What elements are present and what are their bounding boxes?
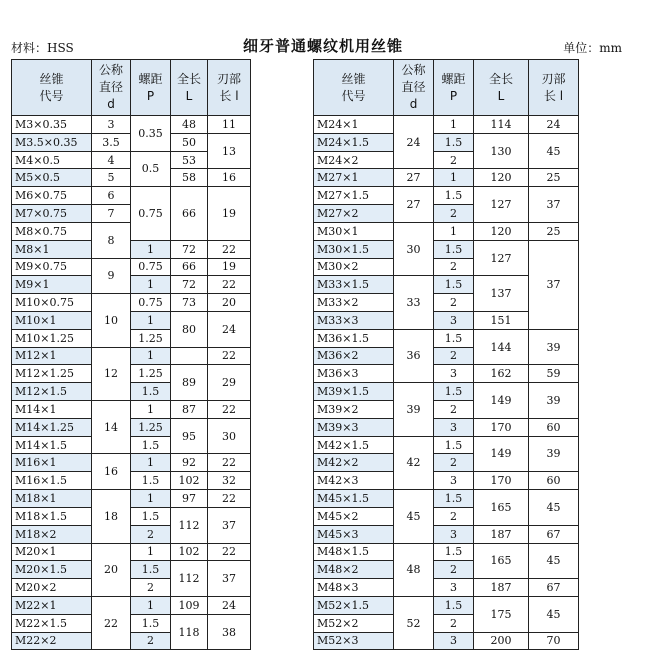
pitch-cell: 2 [434,401,474,419]
tap-code-cell: M14×1 [12,401,92,419]
total-length-cell: 66 [171,187,208,240]
nominal-diameter-cell: 18 [92,490,131,543]
nominal-diameter-cell: 20 [92,543,131,596]
edge-length-cell: 38 [208,614,251,650]
pitch-cell: 2 [434,205,474,223]
table-row [12,401,251,419]
table-row [12,347,251,365]
nominal-diameter-cell: 10 [92,294,131,347]
nominal-diameter-cell: 42 [394,436,434,489]
tap-code-cell: M22×2 [12,632,92,650]
tap-code-cell: M36×2 [314,347,394,365]
table-row [12,187,251,205]
pitch-cell: 1.25 [131,329,171,347]
pitch-cell: 1.5 [434,276,474,294]
pitch-cell: 1 [434,222,474,240]
edge-length-cell: 25 [529,222,579,240]
edge-length-cell: 37 [529,240,579,329]
tap-code-cell: M36×1.5 [314,329,394,347]
table-row [12,454,251,472]
total-length-cell: 162 [474,365,529,383]
tap-code-cell: M27×1 [314,169,394,187]
tap-code-cell: M27×2 [314,205,394,223]
column-header-line: 刃部 [541,71,566,86]
unit-label: 单位：mm [563,41,622,55]
nominal-diameter-cell: 36 [394,329,434,382]
edge-length-cell: 39 [529,329,579,365]
pitch-cell: 1.25 [131,418,171,436]
pitch-cell: 1.5 [434,187,474,205]
column-header-edge-length [529,60,579,116]
table-row [12,365,251,383]
tap-code-cell: M3×0.35 [12,116,92,134]
tap-code-cell: M33×3 [314,311,394,329]
table-row [12,240,251,258]
tap-code-cell: M52×3 [314,632,394,650]
pitch-cell: 1 [434,116,474,134]
pitch-cell: 1.5 [434,436,474,454]
edge-length-cell: 70 [529,632,579,650]
edge-length-cell: 22 [208,454,251,472]
tap-code-cell: M48×2 [314,561,394,579]
pitch-cell: 1 [131,596,171,614]
edge-length-cell: 45 [529,543,579,579]
tap-code-cell: M3.5×0.35 [12,133,92,151]
pitch-cell: 1.5 [131,436,171,454]
total-length-cell: 102 [171,472,208,490]
pitch-cell: 1.5 [434,543,474,561]
nominal-diameter-cell: 16 [92,454,131,490]
pitch-cell: 1 [131,311,171,329]
column-header-nominal-diameter [92,60,131,116]
total-length-cell: 72 [171,240,208,258]
nominal-diameter-cell: 52 [394,596,434,649]
column-header-line: P [449,88,458,103]
tap-code-cell: M10×1.25 [12,329,92,347]
column-header-line: 公称 [401,63,426,77]
table-row [314,543,579,561]
table-row [314,418,579,436]
tap-code-cell: M9×0.75 [12,258,92,276]
pitch-cell: 1 [131,276,171,294]
tap-code-cell: M5×0.5 [12,169,92,187]
table-row [314,436,579,454]
edge-length-cell: 37 [529,187,579,223]
total-length-cell: 175 [474,596,529,632]
tap-code-cell: M22×1.5 [12,614,92,632]
column-header-line: 全长 [176,71,201,86]
total-length-cell: 165 [474,543,529,579]
tap-code-cell: M24×1 [314,116,394,134]
nominal-diameter-cell: 22 [92,596,131,649]
pitch-cell: 2 [434,561,474,579]
pitch-cell: 2 [434,454,474,472]
tap-code-cell: M42×1.5 [314,436,394,454]
total-length-cell: 149 [474,436,529,472]
column-header-line: d [409,97,418,111]
page-title: 细牙普通螺纹机用丝锥 [242,37,403,55]
total-length-cell: 144 [474,329,529,365]
tap-code-cell: M27×1.5 [314,187,394,205]
pitch-cell: 2 [434,507,474,525]
pitch-cell: 1.5 [131,472,171,490]
table-row [314,240,579,258]
table-row [12,294,251,312]
table-row [314,116,579,134]
column-header-line: L [185,88,193,103]
pitch-cell: 2 [131,579,171,597]
nominal-diameter-cell: 30 [394,222,434,275]
header-row [314,60,579,116]
pitch-cell: 2 [131,525,171,543]
nominal-diameter-cell: 27 [394,169,434,187]
pitch-cell: 1.5 [434,383,474,401]
pitch-cell: 3 [434,579,474,597]
edge-length-cell: 22 [208,347,251,365]
edge-length-cell: 45 [529,490,579,526]
pitch-cell: 3 [434,311,474,329]
table-row [314,133,579,151]
column-header-line: 直径 [98,80,123,94]
total-length-cell: 58 [171,169,208,187]
tap-code-cell: M30×2 [314,258,394,276]
tap-code-cell: M8×0.75 [12,222,92,240]
table-row [12,472,251,490]
total-length-cell: 120 [474,222,529,240]
pitch-cell: 1 [131,401,171,419]
tap-code-cell: M20×2 [12,579,92,597]
column-header-line: 长 l [543,88,564,103]
total-length-cell: 48 [171,116,208,134]
total-length-cell: 66 [171,258,208,276]
total-length-cell: 187 [474,579,529,597]
total-length-cell: 73 [171,294,208,312]
pitch-cell: 1 [131,240,171,258]
table-row [314,632,579,650]
tap-code-cell: M12×1 [12,347,92,365]
tap-code-cell: M7×0.75 [12,205,92,223]
tap-code-cell: M39×1.5 [314,383,394,401]
table-row [314,329,579,347]
table-row [314,187,579,205]
table-row [314,596,579,614]
column-header-line: 丝锥 [341,71,366,86]
tap-code-cell: M33×1.5 [314,276,394,294]
tap-code-cell: M39×3 [314,418,394,436]
nominal-diameter-cell: 9 [92,258,131,294]
nominal-diameter-cell: 24 [394,116,434,169]
table-row [12,116,251,134]
edge-length-cell: 60 [529,472,579,490]
total-length-cell: 118 [171,614,208,650]
column-header-total-length [474,60,529,116]
nominal-diameter-cell: 3.5 [92,133,131,151]
edge-length-cell: 22 [208,240,251,258]
tap-code-cell: M18×2 [12,525,92,543]
pitch-cell: 2 [131,632,171,650]
column-header-line: d [107,97,115,111]
total-length-cell: 127 [474,187,529,223]
tap-code-cell: M52×2 [314,614,394,632]
pitch-cell: 1.5 [434,329,474,347]
tap-code-cell: M33×2 [314,294,394,312]
pitch-cell: 1 [131,347,171,365]
edge-length-cell: 30 [208,418,251,454]
column-header-line: 长 l [219,88,239,103]
column-header-tap-code [12,60,92,116]
column-header-line: 螺距 [441,71,466,86]
header-row [12,60,251,116]
pitch-cell: 1.5 [434,133,474,151]
nominal-diameter-cell: 45 [394,490,434,543]
right-spec-table [313,59,579,650]
table-row [12,490,251,508]
edge-length-cell: 60 [529,418,579,436]
nominal-diameter-cell: 4 [92,151,131,169]
edge-length-cell: 22 [208,543,251,561]
column-header-nominal-diameter [394,60,434,116]
total-length-cell: 165 [474,490,529,526]
tap-code-cell: M14×1.25 [12,418,92,436]
tap-code-cell: M24×2 [314,151,394,169]
tap-code-cell: M45×2 [314,507,394,525]
nominal-diameter-cell: 5 [92,169,131,187]
left-spec-table [11,59,251,650]
pitch-cell: 1.5 [131,383,171,401]
tap-code-cell: M10×0.75 [12,294,92,312]
tap-code-cell: M14×1.5 [12,436,92,454]
edge-length-cell: 19 [208,258,251,276]
table-row [12,614,251,632]
edge-length-cell: 37 [208,507,251,543]
edge-length-cell: 22 [208,490,251,508]
total-length-cell: 127 [474,240,529,276]
table-row [12,543,251,561]
tap-code-cell: M20×1 [12,543,92,561]
edge-length-cell: 67 [529,525,579,543]
total-length-cell: 97 [171,490,208,508]
tap-code-cell: M30×1 [314,222,394,240]
nominal-diameter-cell: 12 [92,347,131,400]
table-row [314,579,579,597]
total-length-cell: 187 [474,525,529,543]
edge-length-cell: 24 [208,596,251,614]
pitch-cell: 0.5 [131,151,171,187]
table-row [314,169,579,187]
total-length-cell [171,347,208,365]
total-length-cell: 170 [474,472,529,490]
tap-code-cell: M4×0.5 [12,151,92,169]
column-header-line: 直径 [401,80,426,94]
tap-code-cell: M39×2 [314,401,394,419]
edge-length-cell: 32 [208,472,251,490]
tap-code-cell: M20×1.5 [12,561,92,579]
tap-code-cell: M16×1.5 [12,472,92,490]
pitch-cell: 2 [434,614,474,632]
pitch-cell: 0.75 [131,258,171,276]
nominal-diameter-cell: 6 [92,187,131,205]
edge-length-cell: 45 [529,133,579,169]
column-header-line: 丝锥 [39,71,64,86]
column-header-total-length [171,60,208,116]
pitch-cell: 1.5 [131,561,171,579]
column-header-line: 刃部 [216,71,241,86]
total-length-cell: 112 [171,507,208,543]
total-length-cell: 72 [171,276,208,294]
total-length-cell: 89 [171,365,208,401]
pitch-cell: 1.5 [131,614,171,632]
total-length-cell: 50 [171,133,208,151]
pitch-cell: 0.35 [131,116,171,152]
total-length-cell: 149 [474,383,529,419]
tap-code-cell: M12×1.5 [12,383,92,401]
total-length-cell: 130 [474,133,529,169]
pitch-cell: 2 [434,294,474,312]
total-length-cell: 151 [474,311,529,329]
edge-length-cell: 39 [529,383,579,419]
total-length-cell: 114 [474,116,529,134]
column-header-edge-length [208,60,251,116]
edge-length-cell: 24 [208,311,251,347]
column-header-pitch [434,60,474,116]
total-length-cell: 80 [171,311,208,347]
table-row [314,490,579,508]
edge-length-cell: 29 [208,365,251,401]
edge-length-cell: 11 [208,116,251,134]
edge-length-cell: 16 [208,169,251,187]
tap-code-cell: M18×1 [12,490,92,508]
pitch-cell: 3 [434,472,474,490]
tap-code-cell: M45×3 [314,525,394,543]
table-row [314,383,579,401]
pitch-cell: 1.5 [434,490,474,508]
table-row [314,472,579,490]
edge-length-cell: 67 [529,579,579,597]
table-row [314,365,579,383]
pitch-cell: 0.75 [131,187,171,240]
tap-code-cell: M36×3 [314,365,394,383]
total-length-cell: 87 [171,401,208,419]
nominal-diameter-cell: 14 [92,401,131,454]
table-row [12,258,251,276]
pitch-cell: 1.25 [131,365,171,383]
edge-length-cell: 13 [208,133,251,169]
material-label: 材料：HSS [11,41,74,55]
table-row [12,311,251,329]
nominal-diameter-cell: 48 [394,543,434,596]
nominal-diameter-cell: 8 [92,222,131,258]
pitch-cell: 0.75 [131,294,171,312]
total-length-cell: 137 [474,276,529,312]
nominal-diameter-cell: 39 [394,383,434,436]
column-header-pitch [131,60,171,116]
edge-length-cell: 45 [529,596,579,632]
total-length-cell: 92 [171,454,208,472]
tap-code-cell: M12×1.25 [12,365,92,383]
edge-length-cell: 22 [208,276,251,294]
edge-length-cell: 20 [208,294,251,312]
pitch-cell: 2 [434,258,474,276]
table-row [12,596,251,614]
total-length-cell: 102 [171,543,208,561]
tap-code-cell: M24×1.5 [314,133,394,151]
tap-code-cell: M6×0.75 [12,187,92,205]
column-header-line: 公称 [98,63,123,77]
column-header-line: L [497,88,505,103]
total-length-cell: 120 [474,169,529,187]
pitch-cell: 1 [434,169,474,187]
pitch-cell: 1.5 [131,507,171,525]
pitch-cell: 3 [434,525,474,543]
pitch-cell: 1.5 [434,596,474,614]
total-length-cell: 109 [171,596,208,614]
edge-length-cell: 22 [208,401,251,419]
column-header-line: P [146,88,155,103]
edge-length-cell: 39 [529,436,579,472]
table-row [12,561,251,579]
total-length-cell: 112 [171,561,208,597]
tap-code-cell: M30×1.5 [314,240,394,258]
tap-code-cell: M10×1 [12,311,92,329]
column-header-tap-code [314,60,394,116]
nominal-diameter-cell: 3 [92,116,131,134]
edge-length-cell: 19 [208,187,251,240]
tap-code-cell: M48×1.5 [314,543,394,561]
table-row [314,222,579,240]
nominal-diameter-cell: 33 [394,276,434,329]
tap-code-cell: M18×1.5 [12,507,92,525]
column-header-line: 全长 [488,71,513,86]
table-row [314,525,579,543]
nominal-diameter-cell: 27 [394,187,434,223]
table-row [12,418,251,436]
column-header-line: 代号 [341,88,366,103]
total-length-cell: 95 [171,418,208,454]
pitch-cell: 1 [131,490,171,508]
column-header-line: 代号 [39,88,64,103]
edge-length-cell: 37 [208,561,251,597]
tap-code-cell: M52×1.5 [314,596,394,614]
tap-code-cell: M8×1 [12,240,92,258]
tap-code-cell: M9×1 [12,276,92,294]
edge-length-cell: 25 [529,169,579,187]
tap-code-cell: M45×1.5 [314,490,394,508]
tap-code-cell: M42×3 [314,472,394,490]
pitch-cell: 1.5 [434,240,474,258]
edge-length-cell: 59 [529,365,579,383]
nominal-diameter-cell: 7 [92,205,131,223]
pitch-cell: 3 [434,418,474,436]
pitch-cell: 1 [131,454,171,472]
tap-code-cell: M22×1 [12,596,92,614]
total-length-cell: 170 [474,418,529,436]
total-length-cell: 200 [474,632,529,650]
tap-code-cell: M16×1 [12,454,92,472]
tap-code-cell: M42×2 [314,454,394,472]
table-row [12,507,251,525]
table-row [12,276,251,294]
pitch-cell: 2 [434,347,474,365]
total-length-cell: 53 [171,151,208,169]
column-header-line: 螺距 [138,71,163,86]
pitch-cell: 2 [434,151,474,169]
edge-length-cell: 24 [529,116,579,134]
tap-code-cell: M48×3 [314,579,394,597]
pitch-cell: 1 [131,543,171,561]
pitch-cell: 3 [434,632,474,650]
pitch-cell: 3 [434,365,474,383]
